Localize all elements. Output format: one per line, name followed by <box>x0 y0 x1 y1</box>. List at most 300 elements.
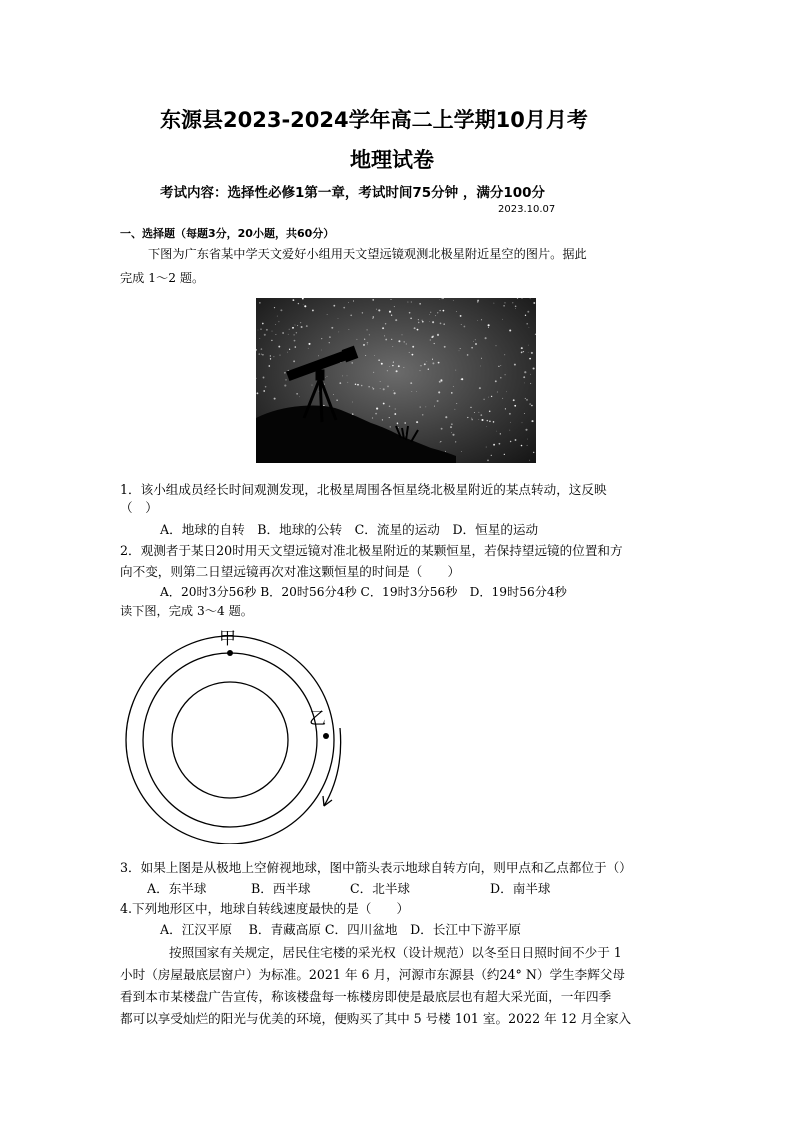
star <box>270 358 271 359</box>
star <box>387 370 388 371</box>
star <box>437 334 439 336</box>
star <box>430 339 431 340</box>
star <box>426 361 427 362</box>
star <box>528 345 529 346</box>
star <box>499 443 501 445</box>
star <box>479 387 481 389</box>
star <box>259 302 260 303</box>
star <box>495 380 497 382</box>
star <box>491 455 492 456</box>
star <box>498 366 499 367</box>
star <box>521 298 522 299</box>
star <box>420 365 421 366</box>
star <box>478 419 479 420</box>
star <box>394 392 396 394</box>
star <box>303 304 304 305</box>
star <box>434 343 435 344</box>
star <box>301 326 303 328</box>
star <box>515 306 517 308</box>
star <box>395 408 396 409</box>
passage-line1: 按照国家有关规定，居民住宅楼的采光权（设计规范）以冬至日日照时间不少于 1 <box>169 945 622 960</box>
star <box>262 323 264 325</box>
star <box>535 334 536 335</box>
star <box>373 388 375 390</box>
star <box>380 381 381 382</box>
star <box>428 369 429 370</box>
star <box>263 390 265 392</box>
figure-intro: 读下图，完成 3～4 题。 <box>120 604 253 618</box>
star <box>363 344 365 346</box>
star <box>525 398 526 399</box>
star <box>425 407 426 408</box>
exam-date: 2023.10.07 <box>498 204 556 215</box>
star <box>263 377 265 379</box>
star <box>275 324 276 325</box>
q3-option-d: D．南半球 <box>490 881 551 896</box>
star <box>372 318 373 319</box>
star <box>380 388 381 389</box>
star <box>294 346 296 348</box>
star <box>352 402 353 403</box>
star <box>390 426 391 427</box>
star <box>525 429 527 431</box>
star <box>302 298 304 299</box>
star <box>531 405 533 407</box>
star <box>522 422 523 423</box>
star <box>440 323 442 325</box>
star <box>256 392 258 394</box>
star <box>473 341 474 342</box>
star <box>376 408 378 410</box>
star <box>367 342 369 344</box>
star <box>333 305 335 307</box>
star <box>402 335 403 336</box>
star <box>509 329 511 331</box>
star <box>477 300 479 302</box>
star <box>430 312 431 313</box>
star <box>443 323 445 325</box>
star <box>258 330 259 331</box>
star <box>453 300 454 301</box>
star <box>510 422 511 423</box>
star <box>460 348 461 349</box>
star <box>439 299 440 300</box>
label-jia: 甲 <box>219 629 236 649</box>
inner-circle <box>172 682 288 798</box>
star <box>268 365 270 367</box>
star <box>409 352 410 353</box>
q3-option-a: A．东半球 <box>147 881 207 896</box>
star <box>407 302 408 303</box>
star <box>438 391 440 393</box>
star <box>259 338 260 339</box>
star <box>509 413 511 415</box>
star <box>442 298 443 299</box>
star <box>523 376 525 378</box>
star <box>311 385 312 386</box>
star <box>440 441 441 442</box>
star <box>362 312 363 313</box>
star <box>285 379 286 380</box>
star <box>487 459 489 461</box>
star <box>270 355 271 356</box>
star <box>410 318 412 320</box>
star <box>398 427 399 428</box>
star <box>325 377 326 378</box>
star <box>461 451 462 452</box>
star <box>366 329 367 330</box>
star <box>411 301 412 302</box>
star <box>274 398 276 400</box>
star <box>297 325 298 326</box>
star <box>327 314 328 315</box>
star <box>382 419 383 420</box>
star <box>504 454 505 455</box>
middle-circle <box>143 653 317 827</box>
star <box>272 331 273 332</box>
star <box>512 302 513 303</box>
star <box>504 302 505 303</box>
star <box>394 413 396 415</box>
star <box>383 388 385 390</box>
star <box>437 400 439 402</box>
star <box>432 335 434 337</box>
star <box>464 326 466 328</box>
point-yi <box>323 733 329 739</box>
star <box>406 343 407 344</box>
star <box>376 309 377 310</box>
star <box>524 371 526 373</box>
star <box>480 414 482 416</box>
star <box>258 353 260 355</box>
star <box>404 367 405 368</box>
label-yi: 乙 <box>309 709 326 729</box>
star <box>404 422 406 424</box>
star <box>471 418 472 419</box>
star <box>387 386 389 388</box>
star <box>533 452 534 453</box>
star <box>513 399 515 401</box>
star <box>491 396 492 397</box>
star <box>264 334 266 336</box>
star <box>500 433 501 434</box>
star <box>294 340 296 342</box>
star <box>527 445 528 446</box>
star <box>487 420 488 421</box>
star <box>422 321 424 323</box>
star <box>416 391 417 392</box>
star <box>327 376 328 377</box>
star <box>367 345 368 346</box>
q1-stem-line1: 1．该小组成员经长时间观测发现，北极星周围各恒星绕北极星附近的某点转动，这反映 <box>120 482 607 497</box>
star <box>385 339 387 341</box>
star <box>411 391 412 392</box>
star <box>412 354 414 356</box>
star <box>439 381 441 383</box>
star <box>280 355 281 356</box>
star <box>531 420 533 422</box>
star <box>445 416 447 418</box>
star <box>392 365 393 366</box>
star <box>410 382 412 384</box>
star <box>444 346 446 348</box>
intro-text-line1: 下图为广东省某中学天文爱好小组用天文望远镜观测北极星附近星空的图片。据此 <box>148 247 587 261</box>
star <box>333 394 334 395</box>
star <box>521 352 523 354</box>
star <box>280 309 282 311</box>
star <box>451 432 452 433</box>
star <box>509 430 510 431</box>
star <box>432 321 434 323</box>
star <box>489 420 491 422</box>
star <box>308 348 309 349</box>
star <box>298 303 299 304</box>
star <box>273 356 274 357</box>
star <box>389 406 390 407</box>
star <box>417 329 419 331</box>
star <box>329 336 331 338</box>
star <box>470 407 471 408</box>
star <box>485 337 487 339</box>
star <box>261 348 263 350</box>
star <box>493 444 495 446</box>
star <box>514 405 516 407</box>
star <box>527 439 528 440</box>
star <box>349 329 350 330</box>
q4-stem: 4.下列地形区中，地球自转线速度最快的是（ ） <box>120 901 410 916</box>
star <box>474 412 475 413</box>
page-title: 东源县2023-2024学年高二上学期10月月考 <box>160 108 588 132</box>
star <box>453 386 454 387</box>
star <box>383 403 385 405</box>
star <box>440 442 441 443</box>
star <box>321 350 322 351</box>
star <box>451 392 453 394</box>
star <box>323 405 324 406</box>
star <box>292 327 294 329</box>
star <box>265 386 267 388</box>
star <box>385 323 386 324</box>
intro-text-line2: 完成 1～2 题。 <box>120 271 205 285</box>
star <box>481 358 482 359</box>
star <box>293 334 294 335</box>
star <box>486 447 487 448</box>
star <box>477 320 478 321</box>
star <box>505 408 506 409</box>
star <box>494 303 495 304</box>
star <box>378 359 379 360</box>
star <box>375 413 377 415</box>
star <box>530 374 531 375</box>
star <box>461 324 462 325</box>
star <box>477 301 478 302</box>
star <box>275 334 276 335</box>
star <box>293 360 295 362</box>
star <box>471 419 473 421</box>
star <box>361 385 363 387</box>
page-subtitle: 地理试卷 <box>350 148 434 172</box>
q1-stem-line2: （ ） <box>120 500 158 515</box>
star <box>299 396 300 397</box>
star <box>289 329 290 330</box>
star <box>471 347 473 349</box>
star <box>409 312 411 314</box>
star <box>467 417 468 418</box>
star <box>443 310 445 312</box>
star <box>389 311 391 313</box>
star <box>347 382 348 383</box>
star <box>321 338 322 339</box>
star <box>441 380 443 382</box>
star <box>369 334 370 335</box>
star <box>418 322 419 323</box>
star <box>481 419 483 421</box>
star <box>284 385 286 387</box>
star <box>424 363 426 365</box>
star <box>353 300 354 301</box>
star <box>271 340 272 341</box>
star <box>351 362 353 364</box>
star <box>300 322 301 323</box>
star <box>261 354 262 355</box>
star <box>372 387 373 388</box>
star <box>355 383 357 385</box>
star <box>278 346 280 348</box>
outer-circle <box>126 636 334 844</box>
star <box>389 417 390 418</box>
star <box>429 314 430 315</box>
star <box>459 350 460 351</box>
star <box>357 384 359 386</box>
star <box>419 303 420 304</box>
star <box>277 316 278 317</box>
star <box>445 451 446 452</box>
star <box>420 370 421 371</box>
star <box>533 302 535 304</box>
star <box>529 403 530 404</box>
star <box>347 375 348 376</box>
star <box>339 382 341 384</box>
star <box>288 334 289 335</box>
star <box>364 339 365 340</box>
star <box>420 406 421 407</box>
earth-rotation-diagram <box>118 622 358 844</box>
star <box>256 349 257 351</box>
star <box>373 372 374 373</box>
star <box>369 386 370 387</box>
star <box>392 346 393 347</box>
star <box>429 321 430 322</box>
star <box>521 347 523 349</box>
star <box>396 370 398 372</box>
star <box>505 374 506 375</box>
star <box>479 412 480 413</box>
star <box>488 397 489 398</box>
star <box>506 391 507 392</box>
star <box>348 302 349 303</box>
q2-stem-line2: 向不变，则第二日望远镜再次对准这颗恒星的时间是（ ） <box>120 564 461 579</box>
star <box>282 332 284 334</box>
star <box>514 364 516 366</box>
star <box>460 315 462 317</box>
star <box>530 298 531 299</box>
star <box>373 316 375 318</box>
q4-options: A．江汉平原 B．青藏高原 C．四川盆地 D．长江中下游平原 <box>160 922 521 937</box>
star <box>480 366 481 367</box>
section-heading: 一、选择题（每题3分，20小题，共60分） <box>120 227 335 240</box>
star <box>439 310 440 311</box>
star <box>274 307 275 308</box>
q2-options: A．20时3分56秒 B．20时56分4秒 C．19时3分56秒 D．19时56分4秒 <box>160 585 567 599</box>
star <box>455 370 456 371</box>
star <box>455 409 456 410</box>
star <box>529 327 530 328</box>
star <box>382 327 384 329</box>
passage-line3: 看到本市某楼盘广告宣传，称该楼盘每一栋楼房即使是最底层也有超大采光面，一年四季 <box>120 989 612 1004</box>
star <box>381 363 383 365</box>
star <box>308 343 310 345</box>
star <box>329 342 330 343</box>
star <box>412 346 414 348</box>
star <box>287 352 288 353</box>
star <box>338 332 339 333</box>
passage-line4: 都可以享受灿烂的阳光与优美的环境，便购买了其中 5 号楼 101 室。2022 年 12 月全家入 <box>120 1011 632 1026</box>
star <box>493 421 495 423</box>
telescope-under-starry-sky-photo <box>256 298 536 463</box>
star <box>527 311 529 313</box>
star <box>461 378 463 380</box>
star <box>336 399 337 400</box>
star <box>284 372 286 374</box>
star <box>529 460 530 461</box>
star <box>524 413 525 414</box>
star <box>510 441 511 442</box>
star <box>523 351 524 352</box>
star <box>443 298 444 299</box>
star <box>391 315 392 316</box>
star <box>437 312 438 313</box>
star <box>486 426 487 427</box>
star <box>434 406 435 407</box>
star <box>456 311 457 312</box>
star <box>398 365 400 367</box>
exam-info: 考试内容：选择性必修1第一章，考试时间75分钟 ，满分100分 <box>160 185 546 201</box>
star <box>524 383 525 384</box>
star <box>432 362 434 364</box>
star <box>374 355 375 356</box>
star <box>389 366 390 367</box>
star <box>452 434 454 436</box>
star <box>384 335 385 336</box>
star <box>397 423 398 424</box>
star <box>435 315 436 316</box>
star <box>350 314 352 316</box>
q2-stem-line1: 2．观测者于某日20时用天文望远镜对准北极星附近的某颗恒星，若保持望远镜的位置和方 <box>120 543 623 558</box>
star <box>502 398 503 399</box>
star <box>481 319 482 320</box>
star <box>342 375 343 376</box>
star <box>331 327 333 329</box>
q3-stem: 3．如果上图是从极地上空俯视地球，图中箭头表示地球自转方向，则甲点和乙点都位于（） <box>120 860 632 875</box>
star <box>483 399 484 400</box>
star <box>312 309 314 311</box>
star <box>528 352 529 353</box>
star <box>526 399 527 400</box>
star <box>289 349 290 350</box>
star <box>391 339 392 340</box>
star <box>530 383 531 384</box>
star <box>395 319 397 321</box>
